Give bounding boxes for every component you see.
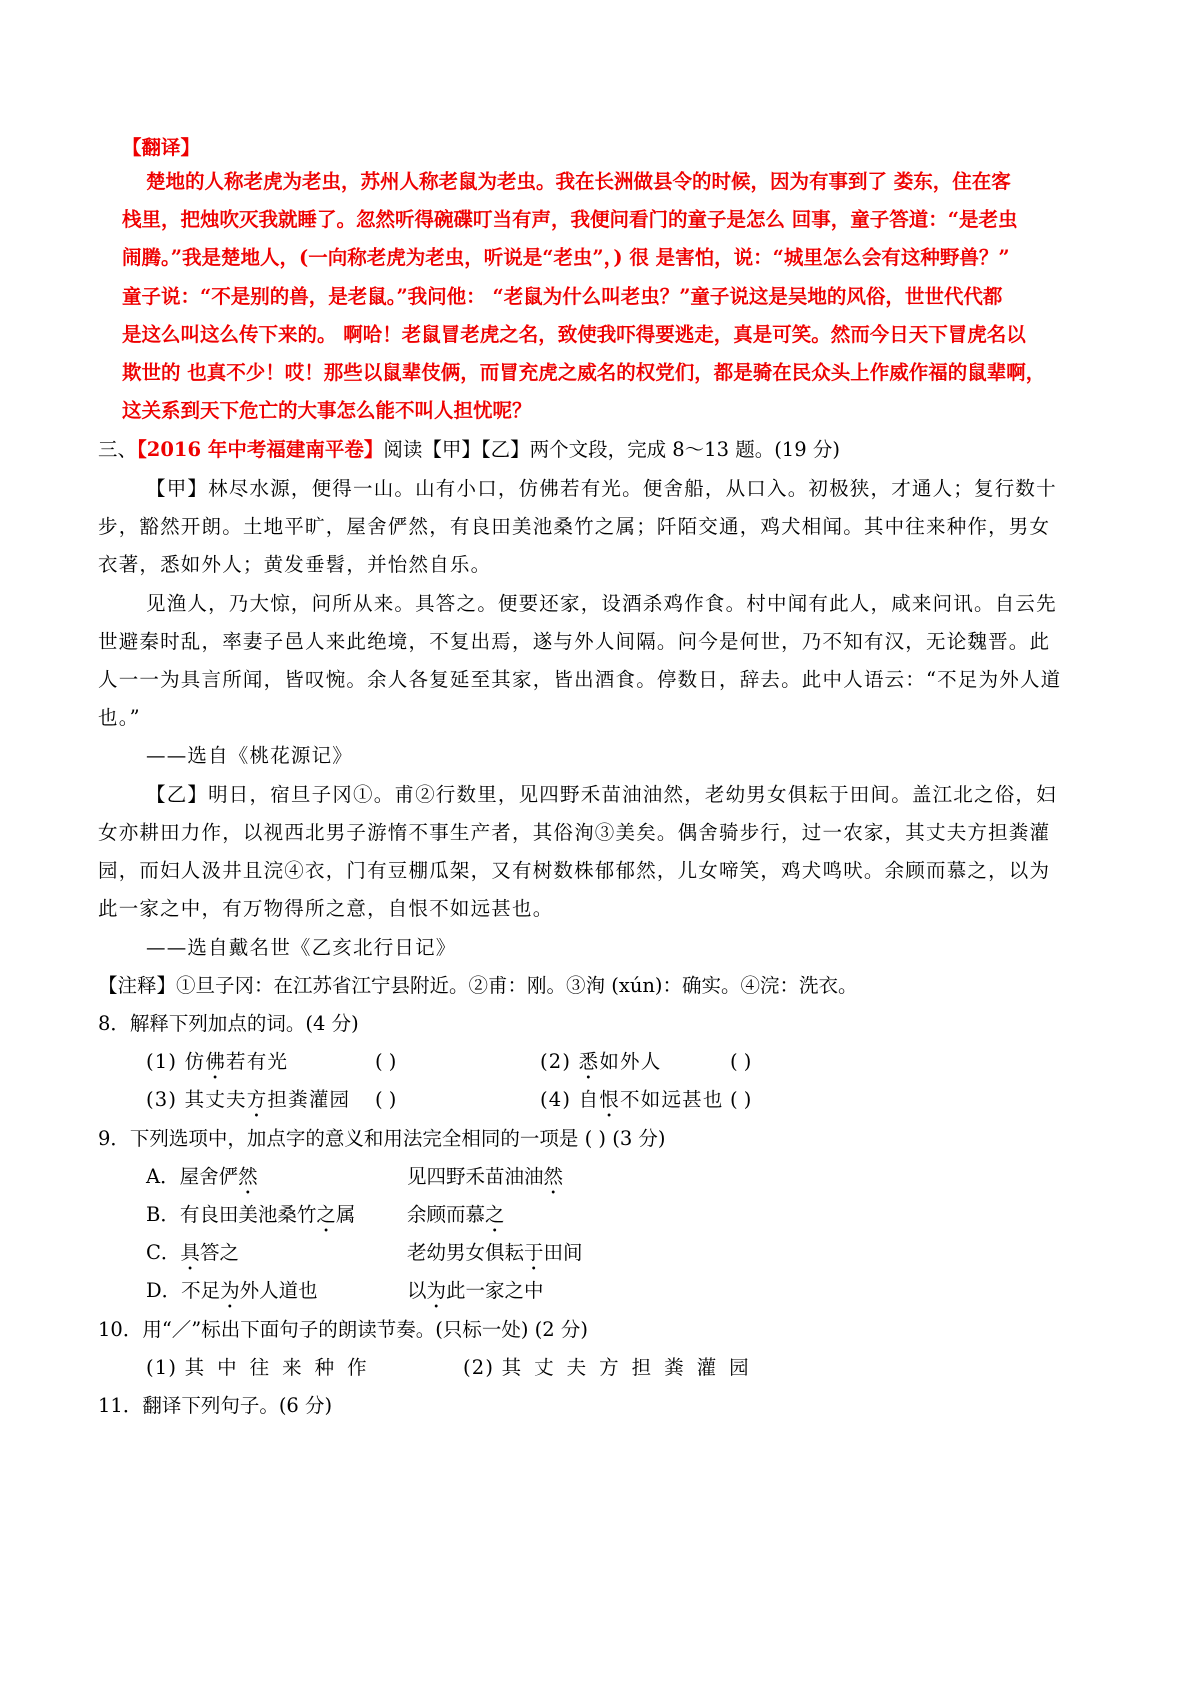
q8-item (146, 1050, 288, 1084)
section-instruction: 阅读【甲】【乙】两个文段，完成 8～13 题。(19 分) (383, 438, 840, 461)
option-text: 属 (335, 1203, 356, 1226)
q9-option-c-compare (407, 1241, 583, 1275)
section-number: 三、 (98, 438, 138, 461)
q8-item-number: (3) (146, 1088, 178, 1111)
q8-dotted-char: 佛 (205, 1050, 227, 1073)
passage-jia-source: ——选自《桃花源记》 (146, 744, 354, 767)
q8-item (540, 1050, 661, 1084)
q10-sentence[interactable]: 其中往来种作 (184, 1356, 380, 1379)
q8-dotted-char: 恨 (599, 1088, 621, 1111)
q8-item-number: (2) (540, 1050, 572, 1073)
q8-item-text: 如外人 (599, 1050, 662, 1073)
option-label: B． (146, 1203, 180, 1226)
dotted-char: 然 (543, 1165, 564, 1188)
question-9-stem: 9．下列选项中，加点字的意义和用法完全相同的一项是 ( ) (3 分) (98, 1127, 666, 1150)
passage-jia-line: 也。” (98, 706, 141, 729)
question-11-stem: 11．翻译下列句子。(6 分) (98, 1394, 333, 1417)
option-text: 余顾而慕 (407, 1203, 486, 1226)
passage-jia-line: 步，豁然开朗。土地平旷，屋舍俨然，有良田美池桑竹之属；阡陌交通，鸡犬相闻。其中往来种作，男女 (98, 515, 1051, 538)
q9-option-a[interactable] (146, 1165, 258, 1199)
option-text: 田间 (543, 1241, 583, 1264)
option-label: A． (146, 1165, 180, 1188)
translation-line: 欺世的 也真不少！哎！那些以鼠辈伎俩，而冒充虎之威名的权党们，都是骑在民众头上作威作福的鼠辈啊， (122, 361, 1046, 384)
passage-jia-line: 人一一为具言所闻，皆叹惋。余人各复延至其家，皆出酒食。停数日，辞去。此中人语云：“不足为外人道 (98, 668, 1062, 691)
option-text: 见四野禾苗油油 (407, 1165, 544, 1188)
q9-option-d[interactable] (146, 1279, 318, 1313)
q9-option-d-compare (407, 1279, 544, 1313)
q8-answer-blank[interactable]: ( ) (730, 1050, 752, 1073)
translation-heading: 【翻译】 (122, 136, 201, 159)
dotted-char: 之 (316, 1203, 336, 1226)
translation-line: 童子说：“不是别的兽，是老鼠。”我问他： “老鼠为什么叫老虫？”童子说这是吴地的风俗，世世代代都 (122, 285, 1003, 308)
q10-sentence[interactable]: 其丈夫方担粪灌园 (501, 1356, 762, 1379)
q9-option-b[interactable] (146, 1203, 355, 1237)
q8-item-text: 不如远甚也 (620, 1088, 724, 1111)
translation-line: 这关系到天下危亡的大事怎么能不叫人担忧呢？ (122, 399, 532, 422)
passage-jia-line: 衣著，悉如外人；黄发垂髫，并怡然自乐。 (98, 553, 492, 576)
passage-yi-line: 园，而妇人汲井且浣④衣，门有豆棚瓜架，又有树数株郁郁然，儿女啼笑，鸡犬鸣吠。余顾而慕之，以为 (98, 859, 1051, 882)
translation-line: 闹腾。”我是楚地人，(一向称老虎为老虫，听说是“老虫”，) 很 是害怕，说：“城里怎么会有这种野兽？” (122, 246, 1010, 269)
translation-line: 楚地的人称老虎为老虫，苏州人称老鼠为老虫。我在长洲做县令的时候，因为有事到了 娄东，住在客 (146, 170, 1011, 193)
q10-item-1 (146, 1356, 380, 1379)
q8-item (146, 1088, 350, 1122)
passage-yi-source: ——选自戴名世《乙亥北行日记》 (146, 936, 457, 959)
passage-yi-line: 【乙】明日，宿旦子冈①。甫②行数里，见四野禾苗油油然，老幼男女俱耘于田间。盖江北之俗，妇 (146, 783, 1057, 806)
q10-item-number: (1) (146, 1356, 178, 1379)
q8-item-text: 若有光 (226, 1050, 289, 1073)
q8-answer-blank[interactable]: ( ) (375, 1050, 397, 1073)
section-source: 【2016 年中考福建南平卷】 (137, 438, 384, 461)
q10-item-2 (463, 1356, 762, 1379)
passage-jia-line: 【甲】林尽水源，便得一山。山有小口，仿佛若有光。便舍船，从口入。初极狭，才通人；复行数十 (146, 477, 1057, 500)
dotted-char: 为 (426, 1279, 447, 1302)
section-heading (98, 438, 840, 461)
dotted-char: 之 (485, 1203, 505, 1226)
dotted-char: 为 (220, 1279, 240, 1302)
q9-option-c[interactable] (146, 1241, 239, 1275)
q9-option-a-compare (407, 1165, 563, 1199)
option-text: 此一家之中 (446, 1279, 544, 1302)
q8-item-text: 自 (578, 1088, 600, 1111)
passage-yi-line: 女亦耕田力作，以视西北男子游惰不事生产者，其俗洵③美矣。偶舍骑步行，过一农家，其丈夫方担粪灌 (98, 821, 1051, 844)
q8-item-text: 仿 (184, 1050, 206, 1073)
q8-answer-blank[interactable]: ( ) (375, 1088, 397, 1111)
q8-dotted-char: 悉 (578, 1050, 600, 1073)
question-10-stem: 10．用“／”标出下面句子的朗读节奏。(只标一处) (2 分) (98, 1318, 588, 1341)
passage-jia-line: 见渔人，乃大惊，问所从来。具答之。便要还家，设酒杀鸡作食。村中闻有此人，咸来问讯。自云先 (146, 592, 1057, 615)
notes-text: ①旦子冈：在江苏省江宁县附近。②甫：刚。③洵 (xún)：确实。④浣：洗衣。 (176, 974, 858, 997)
option-text: 不足 (181, 1279, 221, 1302)
option-text: 以 (407, 1279, 427, 1302)
q8-item (540, 1088, 724, 1122)
option-text: 屋舍俨 (179, 1165, 239, 1188)
q8-answer-blank[interactable]: ( ) (730, 1088, 752, 1111)
option-text: 有良田美池桑竹 (179, 1203, 317, 1226)
q8-item-number: (1) (146, 1050, 178, 1073)
q10-item-number: (2) (463, 1356, 495, 1379)
dotted-char: 具 (180, 1241, 200, 1264)
dotted-char: 于 (524, 1241, 544, 1264)
question-8-stem: 8．解释下列加点的词。(4 分) (98, 1012, 359, 1035)
dotted-char: 然 (238, 1165, 258, 1188)
option-label: C． (146, 1241, 181, 1264)
q8-item-number: (4) (540, 1088, 572, 1111)
translation-line: 是这么叫这么传下来的。 啊哈！老鼠冒老虎之名，致使我吓得要逃走，真是可笑。然而今日天下冒虎名以 (122, 323, 1026, 346)
q8-dotted-char: 方 (246, 1088, 268, 1111)
notes-label: 【注释】 (98, 974, 177, 997)
option-label: D． (146, 1279, 182, 1302)
passage-yi-line: 此一家之中，有万物得所之意，自恨不如远甚也。 (98, 897, 554, 920)
q8-item-text: 其丈夫 (184, 1088, 247, 1111)
option-text: 外人道也 (239, 1279, 318, 1302)
q9-option-b-compare (407, 1203, 505, 1237)
q8-item-text: 担粪灌园 (267, 1088, 351, 1111)
notes (98, 974, 858, 997)
option-text: 老幼男女俱耘 (407, 1241, 525, 1264)
option-text: 答之 (199, 1241, 239, 1264)
passage-jia-line: 世避秦时乱，率妻子邑人来此绝境，不复出焉，遂与外人间隔。问今是何世，乃不知有汉，无论魏晋。此 (98, 630, 1051, 653)
translation-line: 栈里，把烛吹灭我就睡了。忽然听得碗碟叮当有声，我便问看门的童子是怎么 回事，童子答道：“是老虫 (122, 208, 1018, 231)
